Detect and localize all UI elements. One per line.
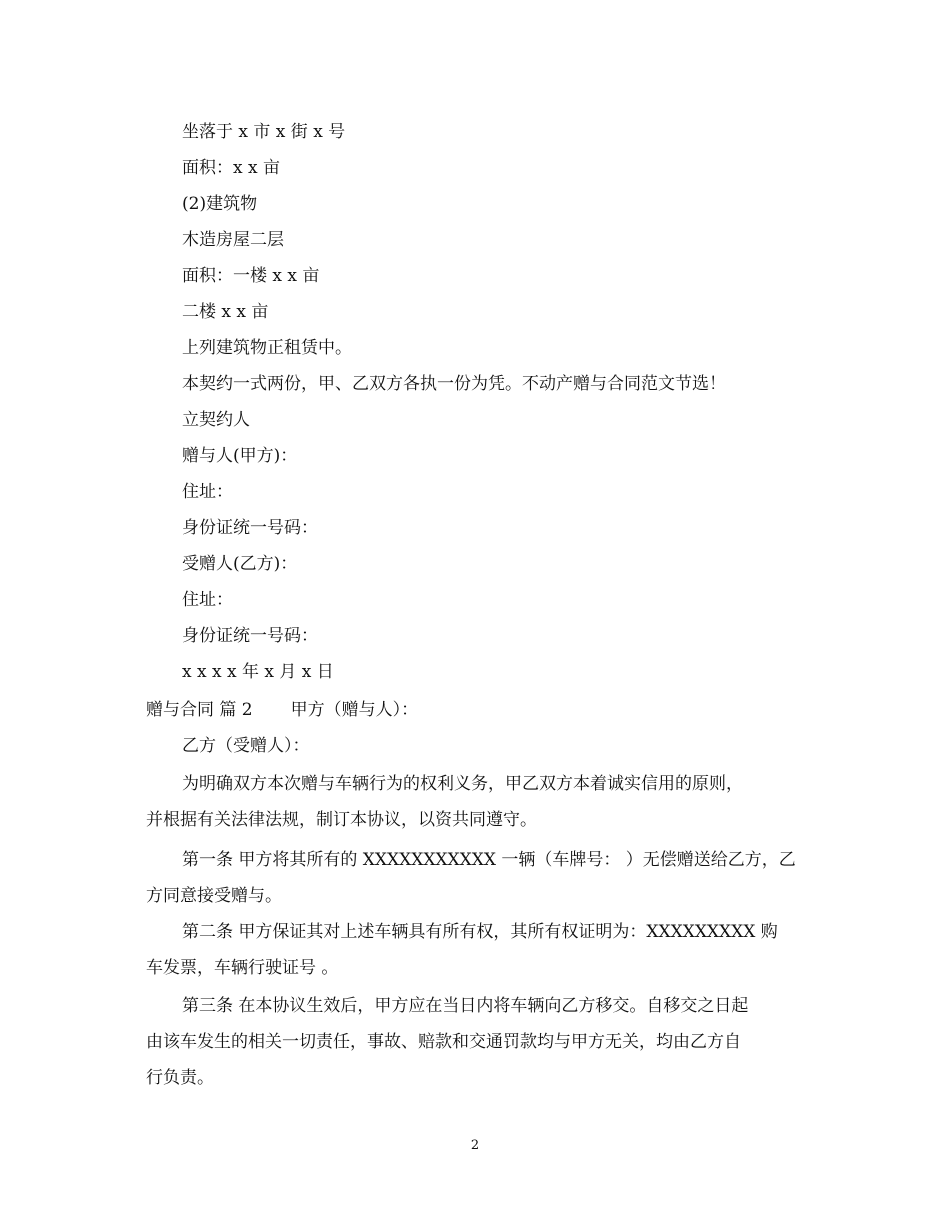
article-2-line: 第二条 甲方保证其对上述车辆具有所有权，其所有权证明为：XXXXXXXXX 购: [182, 922, 778, 942]
text-line: 二楼 x x 亩: [182, 302, 269, 322]
text-line: 木造房屋二层: [182, 230, 284, 250]
text-line: 坐落于 x 市 x 街 x 号: [182, 122, 346, 142]
paragraph-line: 并根据有关法律法规，制订本协议，以资共同遵守。: [146, 810, 537, 830]
text-line: 上列建筑物正租赁中。: [182, 338, 352, 358]
article-3-line: 由该车发生的相关一切责任，事故、赔款和交通罚款均与甲方无关，均由乙方自: [146, 1032, 741, 1052]
text-line: 面积：一楼 x x 亩: [182, 266, 320, 286]
text-line: 赠与人(甲方)：: [182, 446, 298, 466]
text-line: 身份证统一号码：: [182, 626, 318, 646]
article-3-line: 行负责。: [146, 1068, 214, 1088]
text-line: 立契约人: [182, 410, 250, 430]
page-number: 2: [470, 1138, 480, 1153]
text-line: 受赠人(乙方)：: [182, 554, 298, 574]
section-heading-line: [146, 699, 418, 721]
text-line: 住址：: [182, 590, 233, 610]
party-a-label: 甲方（赠与人）：: [290, 700, 419, 720]
text-line: 身份证统一号码：: [182, 518, 318, 538]
text-line: 本契约一式两份，甲、乙双方各执一份为凭。不动产赠与合同范文节选！: [182, 374, 726, 394]
article-2-line: 车发票，车辆行驶证号 。: [146, 958, 339, 978]
party-b-label: 乙方（受赠人）：: [182, 736, 310, 756]
text-line: (2)建筑物: [182, 194, 258, 214]
paragraph-line: 为明确双方本次赠与车辆行为的权利义务，甲乙双方本着诚实信用的原则，: [182, 774, 743, 794]
text-line: 面积：x x 亩: [182, 158, 280, 178]
text-line: 住址：: [182, 482, 233, 502]
article-3-line: 第三条 在本协议生效后，甲方应在当日内将车辆向乙方移交。自移交之日起: [182, 996, 749, 1016]
article-1-line: 方同意接受赠与。: [146, 886, 282, 906]
article-1-line: 第一条 甲方将其所有的 XXXXXXXXXXX 一辆（车牌号： ）无偿赠送给乙方，乙: [182, 850, 796, 870]
text-line: x x x x 年 x 月 x 日: [182, 662, 334, 682]
section-heading: 赠与合同 篇 2: [146, 700, 253, 720]
